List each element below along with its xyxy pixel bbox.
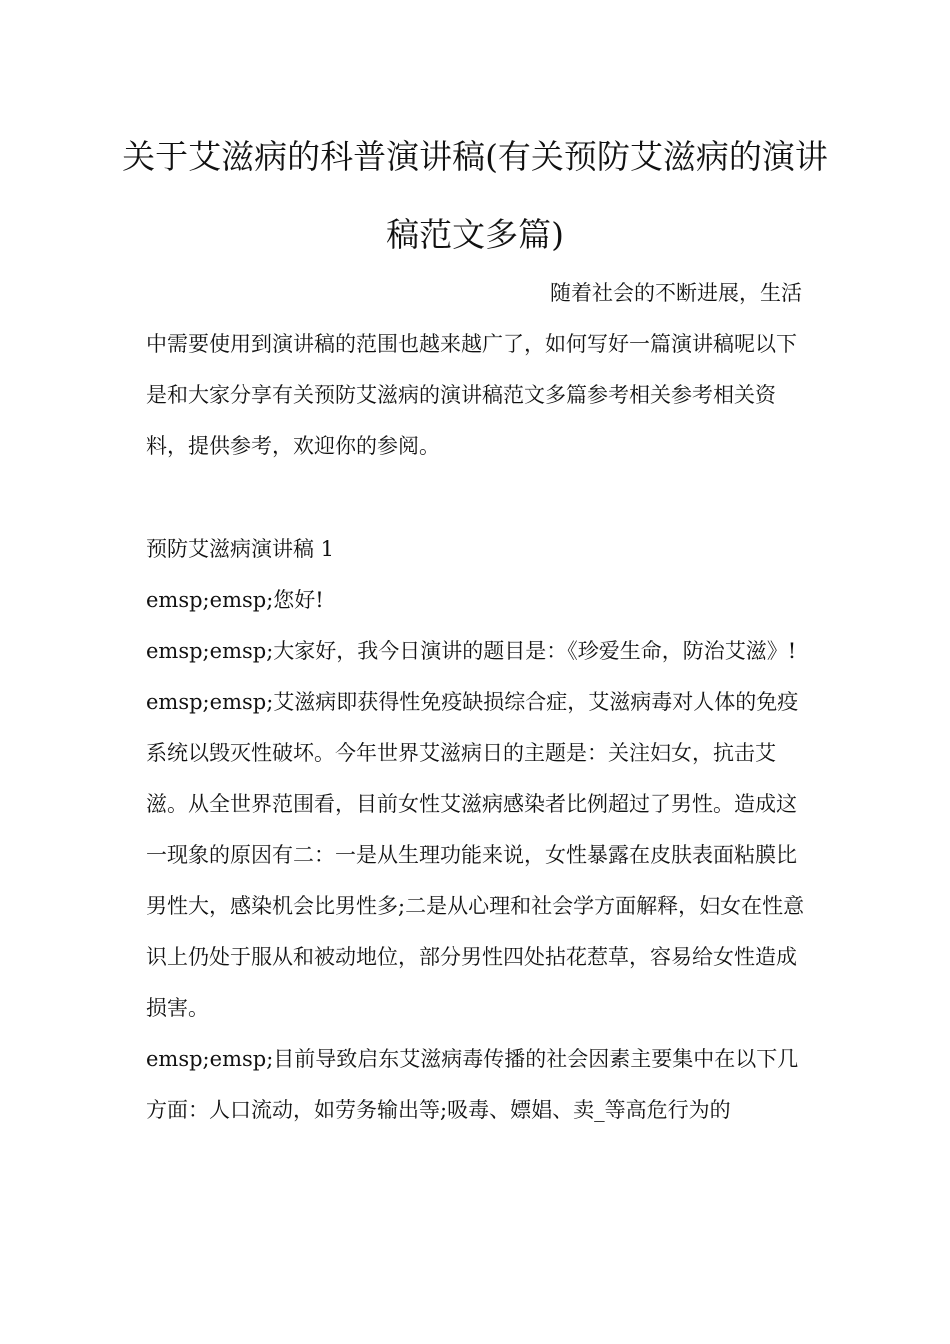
section-heading: 预防艾滋病演讲稿 1 xyxy=(146,537,335,561)
intro-paragraph: 随着社会的不断进展，生活中需要使用到演讲稿的范围也越来越广了，如何写好一篇演讲稿呢以下是和大家分享有关预防艾滋病的演讲稿范文多篇参考相关参考相关资料，提供参考，欢迎你的参阅。 xyxy=(146,281,802,458)
document-body xyxy=(146,524,806,1136)
paragraph-social-factors: emsp;emsp;目前导致启东艾滋病毒传播的社会因素主要集中在以下几方面：人口流动，如劳务输出等;吸毒、嫖娼、卖_等高危行为的 xyxy=(146,1047,799,1122)
paragraph-greeting: emsp;emsp;您好! xyxy=(146,588,324,612)
paragraph-topic: emsp;emsp;大家好，我今日演讲的题目是：《珍爱生命，防治艾滋》! xyxy=(146,639,797,663)
document-title: 关于艾滋病的科普演讲稿(有关预防艾滋病的演讲稿范文多篇) xyxy=(122,137,828,254)
paragraph-aids-intro: emsp;emsp;艾滋病即获得性免疫缺损综合症，艾滋病毒对人体的免疫系统以毁灭性破坏。今年世界艾滋病日的主题是：关注妇女，抗击艾滋。从全世界范围看，目前女性艾滋病感染者比例超过了男性。造成这一现象的原因有二：一是从生理功能来说，女性暴露在皮肤表面粘膜比男性大，感染机会比男性多;二是从心理和社会学方面解释，妇女在性意识上仍处于服从和被动地位，部分男性四处拈花惹草，容易给女性造成损害。 xyxy=(146,690,805,1020)
